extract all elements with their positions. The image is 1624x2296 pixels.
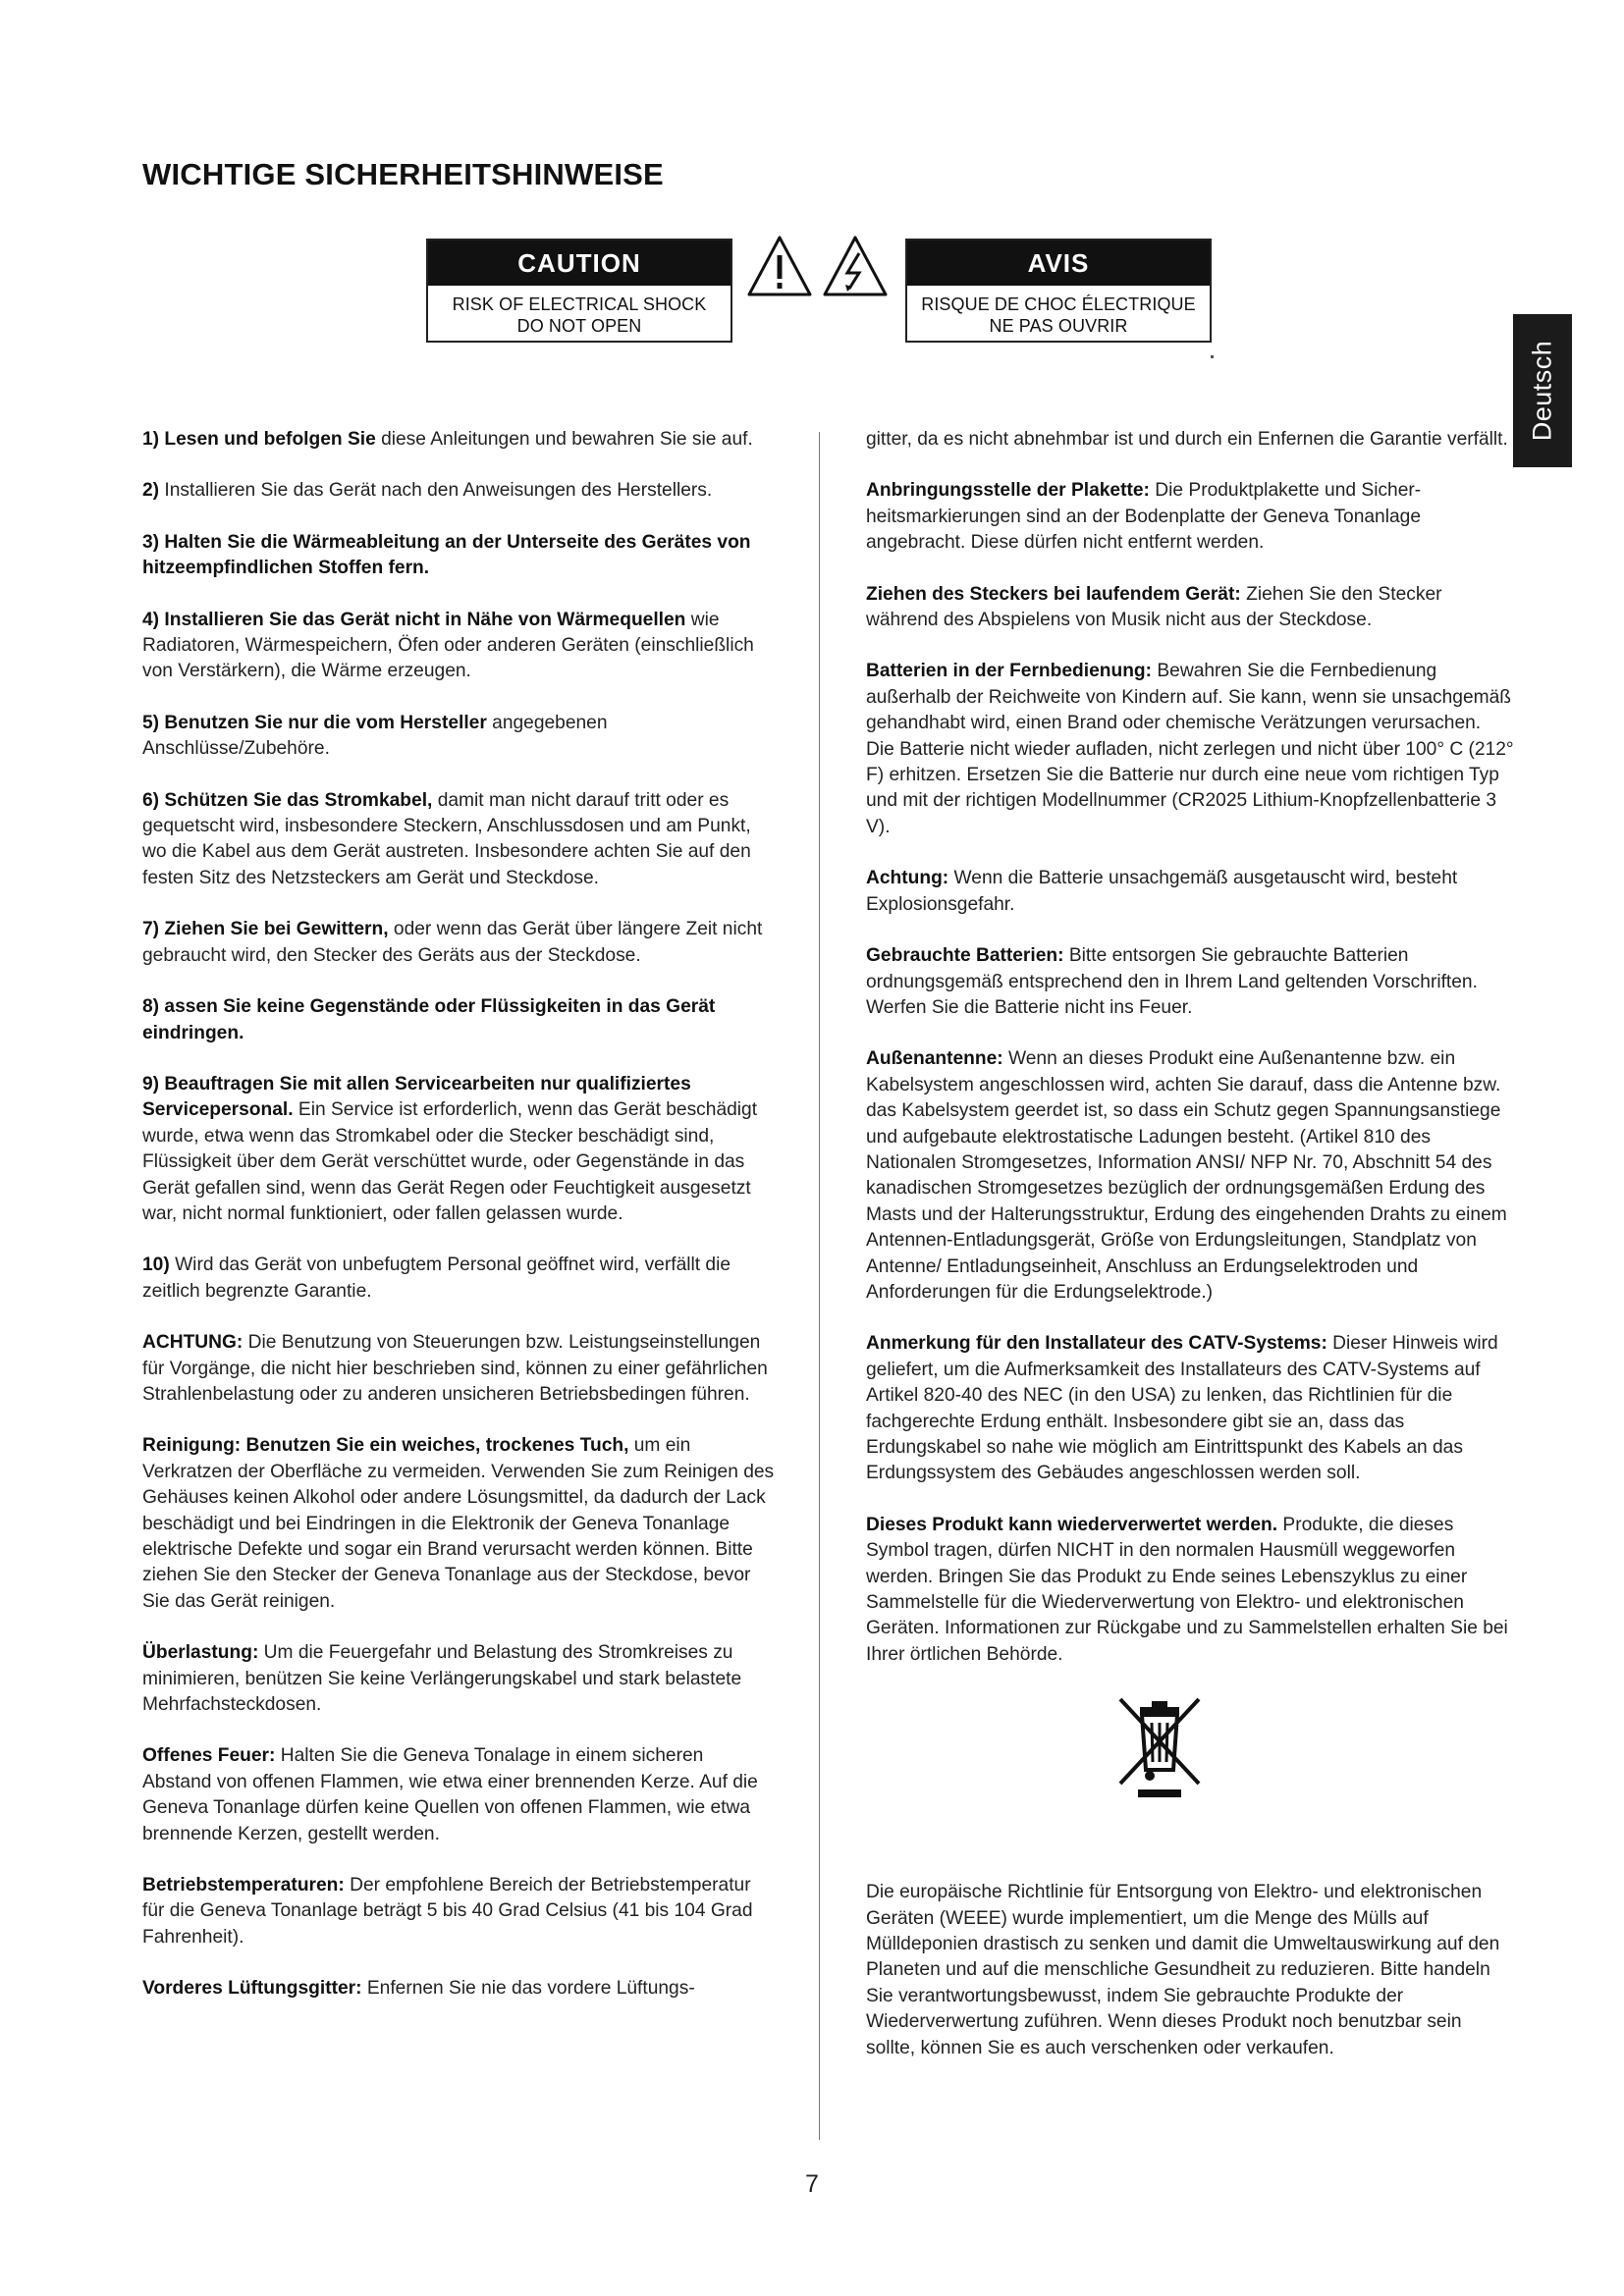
paragraph	[142, 711, 776, 763]
paragraph	[142, 788, 776, 892]
paragraph	[142, 994, 776, 1046]
right-column	[866, 427, 1514, 2087]
paragraph-text: Bewahren Sie die Fernbedienung außerhalb der Reichweite von Kindern auf. Sie kann, wenn sie unsachgemäß gehandhabt wird, einen Brand oder chemische Verätzungen verursachen. Die Batterie nicht wieder aufladen, nicht zerlegen und nicht über 100° C (212° F) erhitzen. Ersetzen Sie die Batterie nur durch eine neue vom richtigen Typ und mit der richtigen Modellnummer (CR2025 Lithium-Knopfzellenbatterie 3 V).	[866, 661, 1514, 837]
paragraph	[142, 1253, 776, 1305]
paragraph-heading: Überlastung:	[142, 1642, 259, 1664]
paragraph	[866, 659, 1514, 840]
paragraph	[142, 427, 776, 453]
paragraph-heading: Gebrauchte Batterien:	[866, 945, 1064, 967]
paragraph-text: diese Anleitungen und bewahren Sie sie auf.	[375, 429, 753, 450]
paragraph-heading: 9) Beauftragen Sie mit allen Servicearbeiten nur qualifiziertes Servicepersonal.	[142, 1073, 691, 1121]
weee-crossed-bin-icon	[1114, 1693, 1205, 1801]
column-divider	[819, 432, 820, 2140]
paragraph-text: Installieren Sie das Gerät nach den Anweisungen des Herstellers.	[159, 480, 713, 502]
paragraph-text: angegebenen Anschlüsse/Zubehöre.	[142, 712, 608, 760]
paragraph-heading: Vorderes Lüftungsgitter:	[142, 1978, 362, 2000]
paragraph-heading: 5) Benutzen Sie nur die vom Hersteller	[142, 712, 487, 733]
electric-shock-warning-icon	[825, 238, 886, 294]
paragraph-heading: 1) Lesen und befolgen Sie	[142, 429, 376, 450]
paragraph	[866, 478, 1514, 556]
paragraph	[142, 530, 776, 582]
exclamation-warning-icon	[749, 238, 810, 294]
paragraph-text: Wenn an dieses Produkt eine Außenantenne bzw. ein Kabelsystem angeschlossen wird, achten Sie darauf, dass die Antenne bzw. das Kabelsystem geerdet ist, so dass ein Schutz gegen Spannungsanstiege und aufgebaute elektrostatische Ladungen besteht. (Artikel 810 des Nationalen Stromgesetzes, Information ANSI/ NFP Nr. 70, Abschnitt 54 des kanadischen Stromgesetzes bezüglich der ordnungsgemäßen Erdung des Masts und der Halterungsstruktur, Erdung des eingehenden Drahts zu einem Antennen-Entladungsgerät, Größe von Erdungsleitungen, Standplatz von Antenne/ Entladungseinheit, Anschluss an Erdungselektroden und Anforderungen für die Erdungselektrode.)	[866, 1048, 1507, 1303]
paragraph-heading: Batterien in der Fernbedienung:	[866, 661, 1153, 682]
caution-line-1: RISK OF ELECTRICAL SHOCK	[452, 294, 707, 314]
left-column	[142, 427, 776, 2028]
paragraph-text: Produkte, die dieses Symbol tragen, dürfen NICHT in den normalen Hausmüll weggeworfen werden. Bringen Sie das Produkt zu Ende seines Lebenszyklus zu einer Sammelstelle für die Wiederverwertung von Elektro- und elektronischen Geräten. Informationen zur Rückgabe und zu Sammelstellen erhalten Sie bei Ihrer örtlichen Behörde.	[866, 1514, 1508, 1665]
paragraph	[142, 608, 776, 685]
paragraph-text: Dieser Hinweis wird geliefert, um die Aufmerksamkeit des Installateurs des CATV-Systems auf Artikel 820-40 des NEC (in den USA) zu lenken, das Richtlinien für die fachgerechte Erdung enthält. Insbesondere gibt sie an, dass das Erdungskabel so nahe wie möglich am Eintrittspunkt des Kabels an das Erdungssystem des Gebäudes angeschlossen werden soll.	[866, 1333, 1498, 1484]
paragraph	[866, 1046, 1514, 1306]
avis-heading: AVIS	[907, 240, 1210, 286]
paragraph-heading: 7) Ziehen Sie bei Gewittern,	[142, 919, 389, 940]
paragraph-heading: Anmerkung für den Installateur des CATV-Systems:	[866, 1333, 1327, 1355]
avis-line-1: RISQUE DE CHOC ÉLECTRIQUE	[921, 294, 1196, 314]
paragraph	[866, 427, 1514, 453]
paragraph-text: Wird das Gerät von unbefugtem Personal geöffnet wird, verfällt die zeitlich begrenzte Garantie.	[142, 1255, 731, 1302]
paragraph	[142, 1640, 776, 1718]
paragraph	[866, 1513, 1514, 1668]
paragraph	[142, 1743, 776, 1847]
caution-line-2: DO NOT OPEN	[516, 316, 642, 336]
paragraph-heading: Dieses Produkt kann wiederverwertet werden.	[866, 1514, 1278, 1535]
paragraph-text: Um die Feuergefahr und Belastung des Stromkreises zu minimieren, benützen Sie keine Verlängerungskabel und stark belastete Mehrfachsteckdosen.	[142, 1642, 742, 1716]
paragraph	[142, 1072, 776, 1227]
paragraph-heading: Offenes Feuer:	[142, 1745, 276, 1767]
language-tab-label: Deutsch	[1527, 340, 1557, 442]
caution-heading: CAUTION	[428, 240, 731, 286]
avis-line-2: NE PAS OUVRIR	[989, 316, 1128, 336]
paragraph-text: Der empfohlene Bereich der Betriebstemperatur für die Geneva Tonanlage beträgt 5 bis 40 Grad Celsius (41 bis 104 Grad Fahrenheit).	[142, 1875, 753, 1948]
paragraph-heading: ACHTUNG:	[142, 1332, 244, 1354]
paragraph-heading: Anbringungsstelle der Plakette:	[866, 480, 1150, 502]
print-dot	[1211, 355, 1214, 358]
paragraph-text: Ziehen Sie den Stecker während des Abspielens von Musik nicht aus der Steckdose.	[866, 583, 1442, 631]
paragraph	[866, 866, 1514, 918]
paragraph-text: Wenn die Batterie unsachgemäß ausgetauscht wird, besteht Explosionsgefahr.	[866, 868, 1458, 915]
avis-label	[905, 239, 1212, 343]
caution-label	[426, 239, 732, 343]
paragraph-text: oder wenn das Gerät über längere Zeit nicht gebraucht wird, den Stecker des Geräts aus der Steckdose.	[142, 919, 763, 966]
paragraph	[142, 917, 776, 969]
paragraph-heading: 8) assen Sie keine Gegenstände oder Flüssigkeiten in das Gerät eindringen.	[142, 996, 716, 1043]
paragraph-text: Die Benutzung von Steuerungen bzw. Leistungseinstellungen für Vorgänge, die nicht hier beschrieben sind, können zu einer gefährlichen Strahlenbelastung oder zu anderen unsicheren Betriebsbedingen führen.	[142, 1332, 768, 1405]
paragraph-heading: Außenantenne:	[866, 1048, 1003, 1070]
paragraph-text: Die Produktplakette und Sicherheitsmarkierungen sind an der Bodenplatte der Geneva Tonanlage angebracht. Diese dürfen nicht entfernt werden.	[866, 480, 1422, 554]
paragraph-heading: Achtung:	[866, 868, 949, 889]
paragraph-text: gitter, da es nicht abnehmbar ist und durch ein Enfernen die Garantie verfällt.	[866, 429, 1508, 450]
paragraph-text: um ein Verkratzen der Oberfläche zu vermeiden. Verwenden Sie zum Reinigen des Gehäuses keinen Alkohol oder andere Lösungsmittel, da dadurch der Lack beschädigt und bei Eindringen in die Elektronik der Geneva Tonanlage elektrische Defekte und sogar ein Brand verursacht werden können. Bitte ziehen Sie den Stecker der Geneva Tonanlage aus der Steckdose, bevor Sie das Gerät reinigen.	[142, 1435, 775, 1612]
paragraph	[142, 1873, 776, 1950]
weee-paragraph: Die europäische Richtlinie für Entsorgung von Elektro- und elektronischen Geräten (WEEE) wurde implementiert, um die Menge des Mülls auf Mülldeponien drastisch zu senken und damit die Umweltauswirkung auf den Planeten und auf die menschliche Gesundheit zu reduzieren. Bitte handeln Sie verantwortungsbewusst, indem Sie gebrauchte Produkte der Wiederverwertung zuführen. Wenn dieses Produkt noch benutzbar sein sollte, können Sie es auch verschenken oder verkaufen.	[866, 1882, 1500, 2058]
paragraph-text: wie Radiatoren, Wärmespeichern, Öfen oder anderen Geräten (einschließlich von Verstärkern), die Wärme erzeugen.	[142, 609, 754, 682]
paragraph-heading: Betriebstemperaturen:	[142, 1875, 345, 1896]
paragraph-text: Enfernen Sie nie das vordere Lüftungs-	[361, 1978, 695, 2000]
paragraph	[866, 943, 1514, 1021]
page-number: 7	[805, 2170, 819, 2198]
paragraph-heading: 3) Halten Sie die Wärmeableitung an der Unterseite des Gerätes von hitzeempfindlichen Stoffen fern.	[142, 531, 751, 579]
paragraph	[142, 1330, 776, 1408]
paragraph	[142, 1976, 776, 2002]
paragraph	[866, 1331, 1514, 1486]
paragraph-heading: Reinigung: Benutzen Sie ein weiches, trockenes Tuch,	[142, 1435, 629, 1457]
warning-symbols	[745, 234, 893, 298]
paragraph-heading: 4) Installieren Sie das Gerät nicht in Nähe von Wärmequellen	[142, 609, 686, 630]
paragraph	[142, 1433, 776, 1615]
paragraph-text: damit man nicht darauf tritt oder es gequetscht wird, insbesondere Steckern, Anschlussdosen und am Punkt, wo die Kabel aus dem Gerät austreten. Insbesondere achten Sie auf den festen Sitz des Netzsteckers am Gerät und Steckdose.	[142, 789, 751, 888]
paragraph-heading: 10)	[142, 1255, 170, 1276]
page-title: WICHTIGE SICHERHEITSHINWEISE	[142, 157, 664, 191]
paragraph-text: Bitte entsorgen Sie gebrauchte Batterien ordnungsgemäß entsprechend den in Ihrem Land geltenden Vorschriften. Werfen Sie die Batterie nicht ins Feuer.	[866, 945, 1478, 1018]
paragraph-text: Halten Sie die Geneva Tonalage in einem sicheren Abstand von offenen Flammen, wie etwa einer brennenden Kerze. Auf die Geneva Tonanlage dürfen keine Quellen von offenen Flammen, wie etwa brennende Kerzen, gestellt werden.	[142, 1745, 758, 1844]
paragraph	[866, 582, 1514, 634]
paragraph	[142, 478, 776, 504]
paragraph-heading: Ziehen des Steckers bei laufendem Gerät:	[866, 583, 1241, 605]
paragraph-heading: 2)	[142, 480, 160, 502]
paragraph-heading: 6) Schützen Sie das Stromkabel,	[142, 789, 433, 811]
language-tab	[1513, 314, 1572, 467]
paragraph-text: Ein Service ist erforderlich, wenn das Gerät beschädigt wurde, etwa wenn das Stromkabel oder die Stecker beschädigt sind, Flüssigkeit über dem Gerät verschüttet wurde, oder Gegenstände in das Gerät gefallen sind, wenn das Gerät Regen oder Feuchtigkeit ausgesetzt war, nicht normal funktioniert, oder fallen gelassen wurde.	[142, 1099, 758, 1224]
